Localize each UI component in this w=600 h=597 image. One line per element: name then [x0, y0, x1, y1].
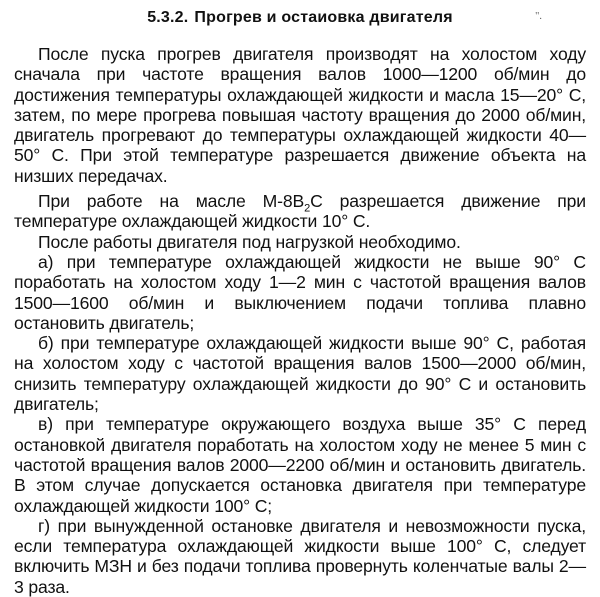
- corner-mark: ''.: [535, 10, 542, 22]
- section-number: 5.3.2.: [147, 9, 189, 26]
- paragraph-item-a: а) при температуре охлаждающей жидкости не выше 90° С поработать на холостом ходу 1—2 мин с частотой вращения валов 1500—1600 об/мин и выключением подачи топлива плавно остановить двигатель;: [14, 251, 586, 333]
- paragraph-item-c: в) при температуре окружающего воздуха выше 35° С перед остановкой двигателя поработать на холостом ходу не менее 5 мин с частотой вращения валов 2000—2200 об/мин и остановить двигатель. В этом случае допускается остановка двигателя при температуре охлаждающей жидкости 100° С;: [14, 414, 586, 516]
- paragraph-after-load: После работы двигателя под нагрузкой необходимо.: [38, 231, 461, 252]
- paragraph-oil: [14, 191, 586, 232]
- oil-subscript: 2: [304, 202, 311, 215]
- paragraph-item-d: г) при вынужденной остановке двигателя и невозможности пуска, если температура охлаждающей жидкости выше 100° С, следует включить МЗН и без подачи топлива провернуть коленчатые валы 2—3 раза.: [14, 515, 586, 597]
- oil-text-start: При работе на масле М-8В: [38, 191, 305, 212]
- section-title: Прогрев и остаиовка двигателя: [194, 9, 453, 26]
- section-heading: [14, 8, 586, 28]
- oil-text-end: С разрешается движение при температуре охлаждающей жидкости 10° С.: [14, 191, 586, 232]
- paragraph-warmup: После пуска прогрев двигателя производят на холостом ходу сначала при частоте вращения валов 1000—1200 об/мин до достижения температуры охлаждающей жидкости и масла 15—20° С, затем, по мере прогрева повышая частоту вращения до 2000 об/мин, двигатель прогревают до температуры охлаждающей жидкости 40—50° С. При этой температуре разрешается движение объекта на низших передачах.: [14, 44, 586, 186]
- paragraph-item-b: б) при температуре охлаждающей жидкости выше 90° С, работая на холостом ходу с частотой вращения валов 1500—2000 об/мин, снизить температуру охлаждающей жидкости до 90° С и остановить двигатель;: [14, 333, 586, 415]
